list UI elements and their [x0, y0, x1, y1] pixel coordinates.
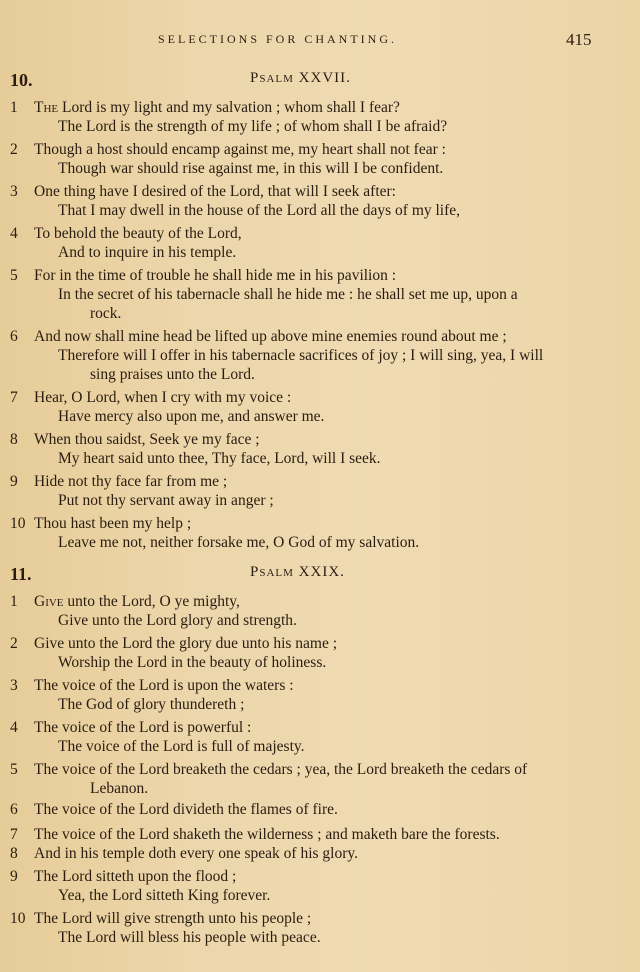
verse-response: Put not thy servant away in anger ;	[58, 492, 274, 509]
verse-line: The voice of the Lord shaketh the wilderness ; and maketh bare the forests.	[34, 826, 500, 843]
section-heading	[0, 70, 640, 96]
verse-continuation: sing praises unto the Lord.	[90, 366, 255, 383]
psalm-section-11	[0, 564, 640, 947]
verse-number: 7	[10, 826, 18, 843]
verse-number: 9	[10, 473, 18, 490]
verse-response: Therefore will I offer in his tabernacle sacrifices of joy ; I will sing, yea, I will	[58, 347, 544, 364]
verse-number: 8	[10, 431, 18, 448]
verse-line: Give unto the Lord the glory due unto his name ;	[34, 635, 338, 652]
verse-line: One thing have I desired of the Lord, that will I seek after:	[34, 183, 396, 200]
verse	[0, 592, 640, 630]
verse	[0, 327, 640, 384]
verse-response: The Lord is the strength of my life ; of whom shall I be afraid?	[58, 118, 448, 135]
verse	[0, 182, 640, 220]
verse-number: 3	[10, 183, 18, 200]
verse	[0, 472, 640, 510]
verse-number: 6	[10, 328, 18, 345]
running-title: SELECTIONS FOR CHANTING.	[158, 32, 398, 46]
verse-continuation: Lebanon.	[90, 780, 149, 797]
verse-number: 1	[10, 99, 18, 116]
verse-response: That I may dwell in the house of the Lord all the days of my life,	[58, 202, 461, 219]
page-header	[0, 30, 640, 52]
verse-line: Hear, O Lord, when I cry with my voice :	[34, 389, 292, 406]
verse-number: 7	[10, 389, 18, 406]
verse-line: The voice of the Lord divideth the flames of fire.	[34, 801, 338, 818]
verse-response: The God of glory thundereth ;	[58, 696, 245, 713]
verse-line: Though a host should encamp against me, my heart shall not fear :	[34, 141, 446, 158]
verse-response: And to inquire in his temple.	[58, 244, 237, 261]
verse	[0, 867, 640, 905]
verse-number: 9	[10, 868, 18, 885]
verse-response: The voice of the Lord is full of majesty.	[58, 738, 305, 755]
verse	[0, 430, 640, 468]
verse-line: unto the Lord, O ye mighty,	[63, 593, 240, 610]
verse-line: To behold the beauty of the Lord,	[34, 225, 242, 242]
verse	[0, 224, 640, 262]
verse-number: 1	[10, 593, 18, 610]
verse-line: Hide not thy face far from me ;	[34, 473, 228, 490]
verse-line: For in the time of trouble he shall hide me in his pavilion :	[34, 267, 397, 284]
verse-line: The Lord will give strength unto his people ;	[34, 910, 312, 927]
verse-line: The Lord sitteth upon the flood ;	[34, 868, 237, 885]
verse-number: 10	[10, 515, 26, 532]
verse-response: The Lord will bless his people with peace.	[58, 929, 321, 946]
verse	[0, 676, 640, 714]
verse-response: Leave me not, neither forsake me, O God of my salvation.	[58, 534, 420, 551]
verse-number: 5	[10, 267, 18, 284]
verse-first-word: Give	[34, 593, 64, 610]
verse	[0, 800, 640, 819]
verse-first-word: The	[34, 99, 59, 116]
verse	[0, 98, 640, 136]
section-heading	[0, 564, 640, 590]
verse-line: The voice of the Lord breaketh the cedars ; yea, the Lord breaketh the cedars of	[34, 761, 528, 778]
verse	[0, 760, 640, 798]
section-number: 11.	[10, 564, 32, 584]
verse-number: 8	[10, 845, 18, 862]
verse	[0, 514, 640, 552]
page-number: 415	[566, 30, 592, 49]
verse-number: 4	[10, 225, 18, 242]
verse-line: And now shall mine head be lifted up above mine enemies round about me ;	[34, 328, 507, 345]
psalm-title: Psalm XXVII.	[250, 70, 351, 86]
section-number: 10.	[10, 70, 33, 90]
verse-response: Worship the Lord in the beauty of holiness.	[58, 654, 327, 671]
verse	[0, 844, 640, 863]
psalm-title: Psalm XXIX.	[250, 564, 345, 580]
verse	[0, 718, 640, 756]
verse-response: Yea, the Lord sitteth King forever.	[58, 887, 271, 904]
verse-continuation: rock.	[90, 305, 122, 322]
verse-response: Give unto the Lord glory and strength.	[58, 612, 297, 629]
verse-response: Have mercy also upon me, and answer me.	[58, 408, 325, 425]
verse-line: Thou hast been my help ;	[34, 515, 192, 532]
verse-number: 4	[10, 719, 18, 736]
verse-number: 2	[10, 635, 18, 652]
verse-response: Though war should rise against me, in this will I be confident.	[58, 160, 444, 177]
verse	[0, 140, 640, 178]
verse	[0, 909, 640, 947]
verse	[0, 388, 640, 426]
verse-response: In the secret of his tabernacle shall he hide me : he shall set me up, upon a	[58, 286, 518, 303]
verse-line: And in his temple doth every one speak of his glory.	[34, 845, 359, 862]
verse-number: 10	[10, 910, 26, 927]
verse	[0, 825, 640, 844]
verse-line: When thou saidst, Seek ye my face ;	[34, 431, 260, 448]
verse-response: My heart said unto thee, Thy face, Lord, will I seek.	[58, 450, 381, 467]
psalm-section-10	[0, 70, 640, 552]
verse-line: The voice of the Lord is upon the waters :	[34, 677, 294, 694]
verse-number: 2	[10, 141, 18, 158]
verse	[0, 266, 640, 323]
verse	[0, 634, 640, 672]
verse-line: The voice of the Lord is powerful :	[34, 719, 252, 736]
verse-number: 3	[10, 677, 18, 694]
verse-line: Lord is my light and my salvation ; whom shall I fear?	[58, 99, 400, 116]
verse-number: 5	[10, 761, 18, 778]
verse-number: 6	[10, 801, 18, 818]
